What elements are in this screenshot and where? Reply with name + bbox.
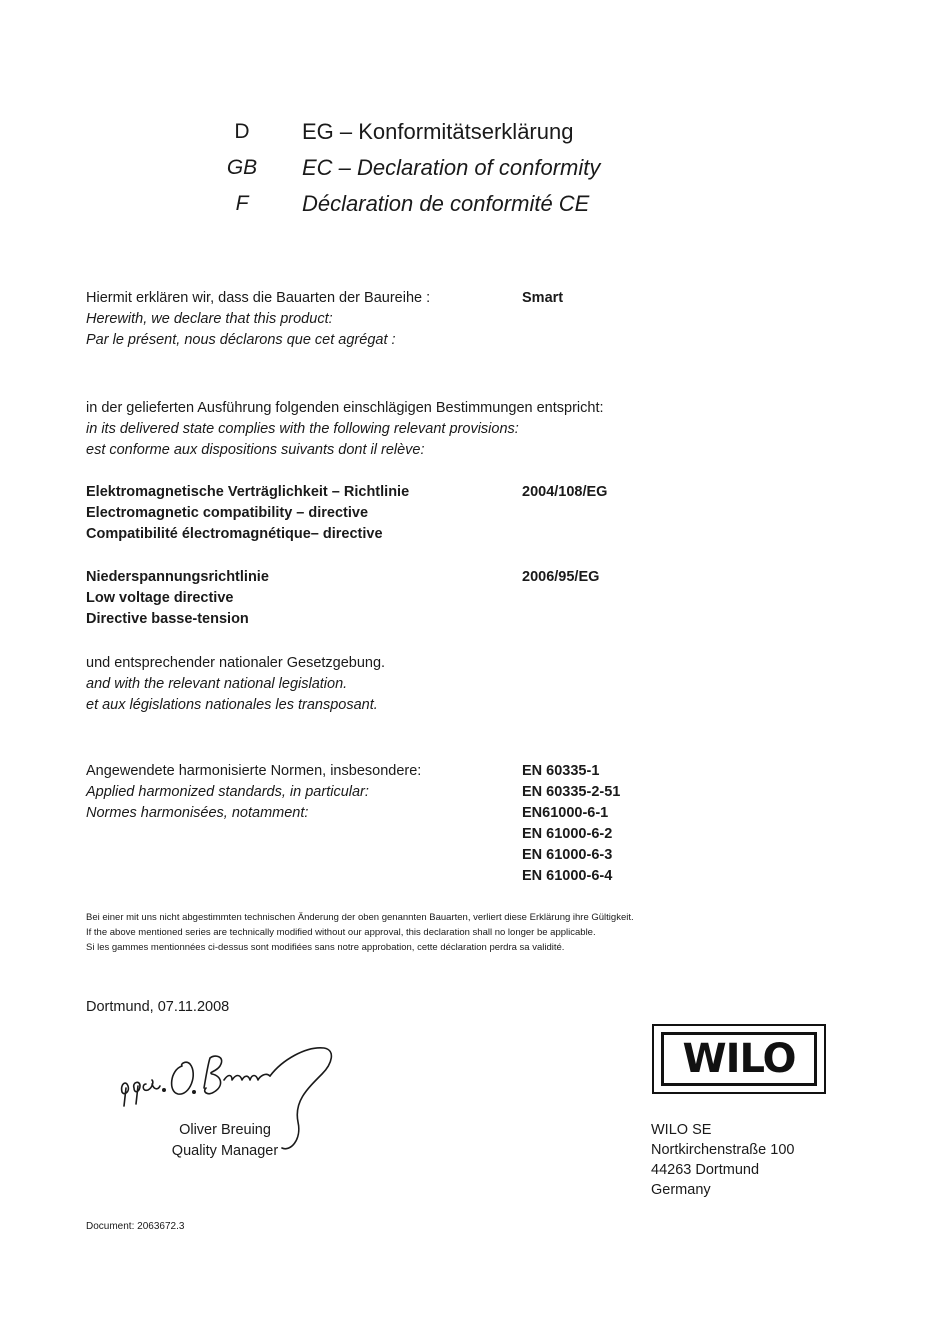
directive-emc-code-value: 2004/108/EG	[522, 484, 608, 500]
standards-text	[86, 761, 421, 824]
header-code-gb: GB	[226, 156, 258, 179]
company-address	[651, 1120, 794, 1200]
validity-line-de: Bei einer mit uns nicht abgestimmten technischen Änderung der oben genannten Bauarten, verliert diese Erklärung ihre Gültigkeit.	[86, 912, 634, 923]
company-street: Nortkirchenstraße 100	[651, 1142, 795, 1158]
validity-line-fr: Si les gammes mentionnées ci-dessus sont modifiées sans notre approbation, cette déclaration perdra sa validité.	[86, 942, 565, 953]
directive-lvd-code	[522, 567, 599, 588]
directive-lvd-en: Low voltage directive	[86, 590, 234, 606]
directive-emc-fr: Compatibilité électromagnétique– directive	[86, 526, 383, 542]
provisions-line-en: in its delivered state complies with the following relevant provisions:	[86, 421, 519, 437]
directive-emc-de: Elektromagnetische Verträglichkeit – Richtlinie	[86, 484, 410, 500]
header-code-f: F	[235, 192, 249, 215]
signatory-role: Quality Manager	[171, 1143, 279, 1159]
declaration-text	[86, 288, 430, 351]
standard-item: EN 60335-1	[522, 763, 600, 779]
standard-item: EN 61000-6-4	[522, 868, 613, 884]
standards-list	[522, 761, 620, 887]
directive-emc	[86, 482, 409, 545]
wilo-logo	[652, 1024, 826, 1094]
directive-lvd	[86, 567, 269, 630]
standard-item: EN 60335-2-51	[522, 784, 621, 800]
header-code-d: D	[234, 120, 250, 143]
company-name: WILO SE	[651, 1122, 712, 1138]
directive-emc-code	[522, 482, 607, 503]
wilo-logo-text: WILO	[661, 1032, 817, 1086]
national-text	[86, 653, 385, 716]
national-line-en: and with the relevant national legislation.	[86, 676, 348, 692]
national-line-fr: et aux législations nationales les transposant.	[86, 697, 378, 713]
directive-lvd-code-value: 2006/95/EG	[522, 569, 600, 585]
header-title-en: EC – Declaration of conformity	[302, 155, 601, 180]
validity-line-en: If the above mentioned series are technically modified without our approval, this declaration shall no longer be applicable.	[86, 927, 596, 938]
company-country: Germany	[651, 1182, 711, 1198]
provisions-text	[86, 398, 604, 461]
standard-item: EN 61000-6-2	[522, 826, 613, 842]
validity-notice	[86, 910, 634, 955]
signatory	[160, 1120, 290, 1162]
product-name-value: Smart	[522, 290, 564, 306]
place-date: Dortmund, 07.11.2008	[86, 999, 230, 1015]
header-title-fr: Déclaration de conformité CE	[302, 191, 590, 216]
declaration-line-fr: Par le présent, nous déclarons que cet agrégat :	[86, 332, 396, 348]
standards-line-fr: Normes harmonisées, notamment:	[86, 805, 309, 821]
standards-line-de: Angewendete harmonisierte Normen, insbesondere:	[86, 763, 422, 779]
standards-line-en: Applied harmonized standards, in particular:	[86, 784, 369, 800]
declaration-line-en: Herewith, we declare that this product:	[86, 311, 333, 327]
company-city: 44263 Dortmund	[651, 1162, 760, 1178]
directive-lvd-de: Niederspannungsrichtlinie	[86, 569, 269, 585]
signatory-name: Oliver Breuing	[179, 1122, 271, 1138]
product-name	[522, 288, 563, 309]
national-line-de: und entsprechender nationaler Gesetzgebung.	[86, 655, 386, 671]
standard-item: EN 61000-6-3	[522, 847, 613, 863]
header-title-de: EG – Konformitätserklärung	[302, 119, 574, 144]
declaration-line-de: Hiermit erklären wir, dass die Bauarten der Baureihe :	[86, 290, 431, 306]
provisions-line-fr: est conforme aux dispositions suivants dont il relève:	[86, 442, 425, 458]
provisions-line-de: in der gelieferten Ausführung folgenden einschlägigen Bestimmungen entspricht:	[86, 400, 604, 416]
directive-lvd-fr: Directive basse-tension	[86, 611, 249, 627]
standard-item: EN61000-6-1	[522, 805, 609, 821]
document-number: Document: 2063672.3	[86, 1221, 185, 1232]
directive-emc-en: Electromagnetic compatibility – directive	[86, 505, 369, 521]
